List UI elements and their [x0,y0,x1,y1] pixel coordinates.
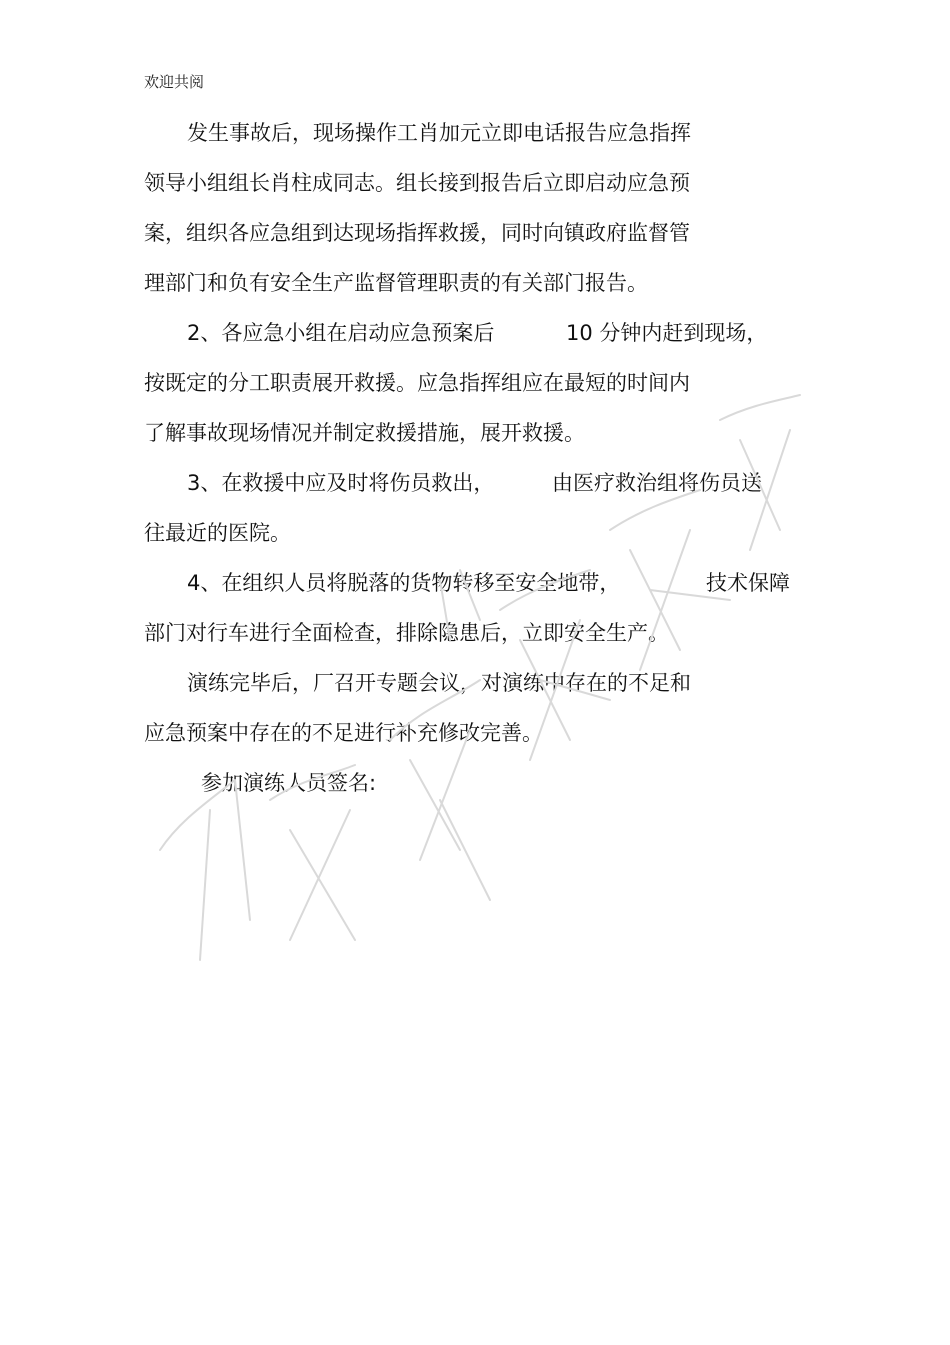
page-header: 欢迎共阅 [144,73,205,91]
p1-line-4: 理部门和负有安全生产监督管理职责的有关部门报告。 [144,271,648,295]
p2-line-1a: 2、各应急小组在启动应急预案后 [187,321,495,345]
p4-line-1b: 技术保障 [706,571,790,595]
p2-line-2: 按既定的分工职责展开救援。应急指挥组应在最短的时间内 [144,371,690,395]
p1-line-1: 发生事故后，现场操作工肖加元立即电话报告应急指挥 [187,121,691,145]
p2-line-3: 了解事故现场情况并制定救援措施，展开救援。 [144,421,585,445]
p4-line-2: 部门对行车进行全面检查，排除隐患后，立即安全生产。 [144,621,669,645]
p3-line-2: 往最近的医院。 [144,521,291,545]
p5-line-2: 应急预案中存在的不足进行补充修改完善。 [144,721,543,745]
p1-line-3: 案，组织各应急组到达现场指挥救援，同时向镇政府监督管 [144,221,690,245]
p2-line-1b: 10 分钟内赶到现场， [566,321,768,345]
p4-line-1a: 4、在组织人员将脱落的货物转移至安全地带， [187,571,621,595]
p5-line-1: 演练完毕后，厂召开专题会议，对演练中存在的不足和 [187,671,691,695]
p3-line-1b: 由医疗救治组将伤员送 [552,471,762,495]
p3-line-1a: 3、在救援中应及时将伤员救出， [187,471,495,495]
p1-line-2: 领导小组组长肖柱成同志。组长接到报告后立即启动应急预 [144,171,690,195]
signature-label: 参加演练人员签名: [201,771,377,795]
